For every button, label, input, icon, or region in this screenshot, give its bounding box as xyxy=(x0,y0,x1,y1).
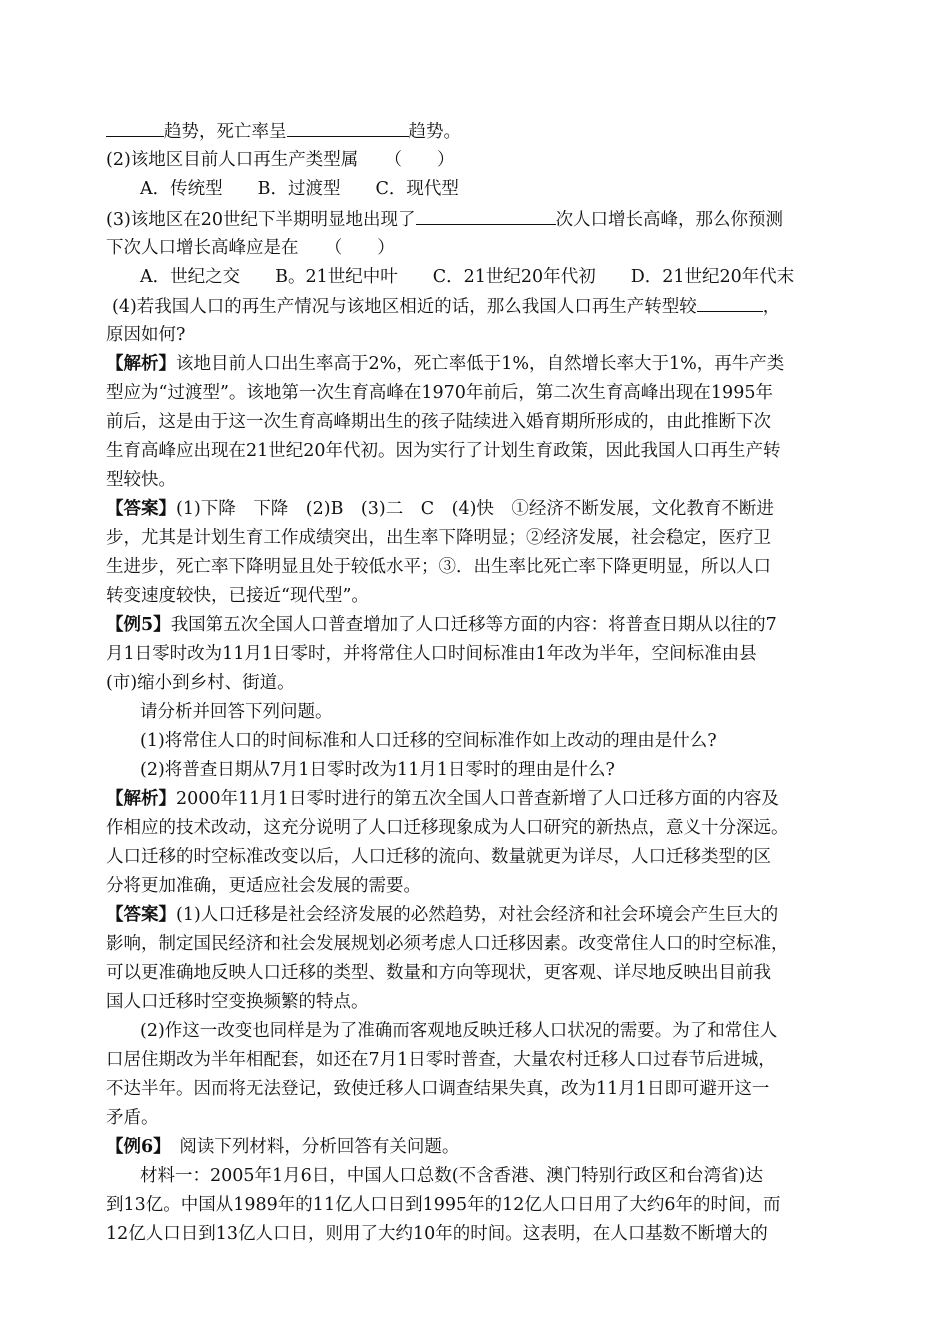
q-line-4: 下次人口增长高峰应是在 （ ） xyxy=(106,238,395,258)
answer-blank xyxy=(697,293,763,312)
answer-label: 【答案】 xyxy=(106,499,176,519)
answer-label: 【答案】 xyxy=(106,905,176,925)
answer-line: 口居住期改为半年相配套，如还在7月1日零时普查，大量农村迁移人口过春节后进城， xyxy=(106,1050,776,1070)
analysis-line: 生育高峰应出现在21世纪20年代初。因为实行了计划生育政策，因此我国人口再生产转 xyxy=(106,441,781,461)
answer-line: 可以更准确地反映人口迁移的类型、数量和方向等现状，更客观、详尽地反映出目前我 xyxy=(106,963,771,983)
answer-line: 步，尤其是计划生育工作成绩突出，出生率下降明显；②经济发展，社会稳定，医疗卫 xyxy=(106,528,771,548)
example-5-line: 请分析并回答下列问题。 xyxy=(140,702,333,722)
example-6-material: 材料一：2005年1月6日，中国人口总数(不含香港、澳门特别行政区和台湾省)达 xyxy=(140,1166,763,1186)
analysis-line: 前后，这是由于这一次生育高峰期出生的孩子陆续进入婚育期所形成的，由此推断下次 xyxy=(106,412,771,432)
q-options-3: A．世纪之交 B。21世纪中叶 C．21世纪20年代初 D．21世纪20年代末 xyxy=(140,267,795,287)
answer-line: 生进步，死亡率下降明显且处于较低水平；③．出生率比死亡率下降更明显，所以人口 xyxy=(106,557,771,577)
answer-line: 【答案】(1)下降 下降 (2)B (3)二 C (4)快 ①经济不断发展，文化教育不断进 xyxy=(106,499,774,519)
analysis-line: 作相应的技术改动，这充分说明了人口迁移现象成为人口研究的新热点，意义十分深远。 xyxy=(106,818,789,838)
answer-line: 转变速度较快，已接近“现代型”。 xyxy=(106,586,369,606)
example-5-line: (市)缩小到乡村、街道。 xyxy=(106,673,295,693)
example-6-label: 【例6】 xyxy=(106,1137,162,1157)
analysis-line: 人口迁移的时空标准改变以后，人口迁移的流向、数量就更为详尽，人口迁移类型的区 xyxy=(106,847,771,867)
analysis-line: 【解析】2000年11月1日零时进行的第五次全国人口普查新增了人口迁移方面的内容及 xyxy=(106,789,779,809)
q-options-2: A．传统型 B．过渡型 C．现代型 xyxy=(140,179,459,199)
example-6-material: 12亿人口日到13亿人口日，则用了大约10年的时间。这表明，在人口基数不断增大的 xyxy=(106,1224,768,1244)
analysis-label: 【解析】 xyxy=(106,354,176,374)
answer-blank xyxy=(416,206,556,225)
answer-line: 【答案】(1)人口迁移是社会经济发展的必然趋势，对社会经济和社会环境会产生巨大的 xyxy=(106,905,779,925)
q-line-1: 趋势，死亡率呈 趋势。 xyxy=(106,118,461,145)
example-5-label: 【例5】 xyxy=(106,615,171,635)
q-line-3: (3)该地区在20世纪下半期明显地出现了 次人口增长高峰，那么你预测 xyxy=(106,206,783,233)
analysis-line: 型应为“过渡型”。该地第一次生育高峰在1970年前后，第二次生育高峰出现在1995年 xyxy=(106,383,773,403)
answer-line: (2)作这一改变也同样是为了准确而客观地反映迁移人口状况的需要。为了和常住人 xyxy=(140,1021,778,1041)
q-line-5: (4)若我国人口的再生产情况与该地区相近的话，那么我国人口再生产转型较 ， xyxy=(112,293,780,320)
analysis-line: 【解析】该地目前人口出生率高于2%，死亡率低于1%，自然增长率大于1%，再牛产类 xyxy=(106,354,785,374)
answer-blank xyxy=(106,118,164,137)
answer-line: 国人口迁移时空变换频繁的特点。 xyxy=(106,992,369,1012)
analysis-line: 分将更加准确，更适应社会发展的需要。 xyxy=(106,876,421,896)
example-5-question-1: (1)将常住人口的时间标准和人口迁移的空间标准作如上改动的理由是什么? xyxy=(140,731,717,751)
answer-blank xyxy=(287,118,409,137)
answer-line: 不达半年。因而将无法登记，致使迁移人口调查结果失真，改为11月1日即可避开这一 xyxy=(106,1079,770,1099)
example-6-heading: 【例6】 阅读下列材料，分析回答有关问题。 xyxy=(106,1137,460,1157)
example-5-question-2: (2)将普查日期从7月1日零时改为11月1日零时的理由是什么? xyxy=(140,760,615,780)
example-5-heading: 【例5】我国第五次全国人口普查增加了人口迁移等方面的内容：将普查日期从以往的7 xyxy=(106,615,777,635)
analysis-label: 【解析】 xyxy=(106,789,176,809)
example-6-material: 到13亿。中国从1989年的11亿人口日到1995年的12亿人口日用了大约6年的时间，而 xyxy=(106,1195,781,1215)
answer-line: 影响，制定国民经济和社会发展规划必须考虑人口迁移因素。改变常住人口的时空标准， xyxy=(106,934,789,954)
q-line-6: 原因如何? xyxy=(106,325,186,345)
q-line-2: (2)该地区目前人口再生产类型属 （ ） xyxy=(106,150,455,170)
analysis-line: 型较快。 xyxy=(106,470,176,490)
example-5-line: 月1日零时改为11月1日零时，并将常住人口时间标准由1年改为半年，空间标准由县 xyxy=(106,644,757,664)
answer-line: 矛盾。 xyxy=(106,1108,159,1128)
